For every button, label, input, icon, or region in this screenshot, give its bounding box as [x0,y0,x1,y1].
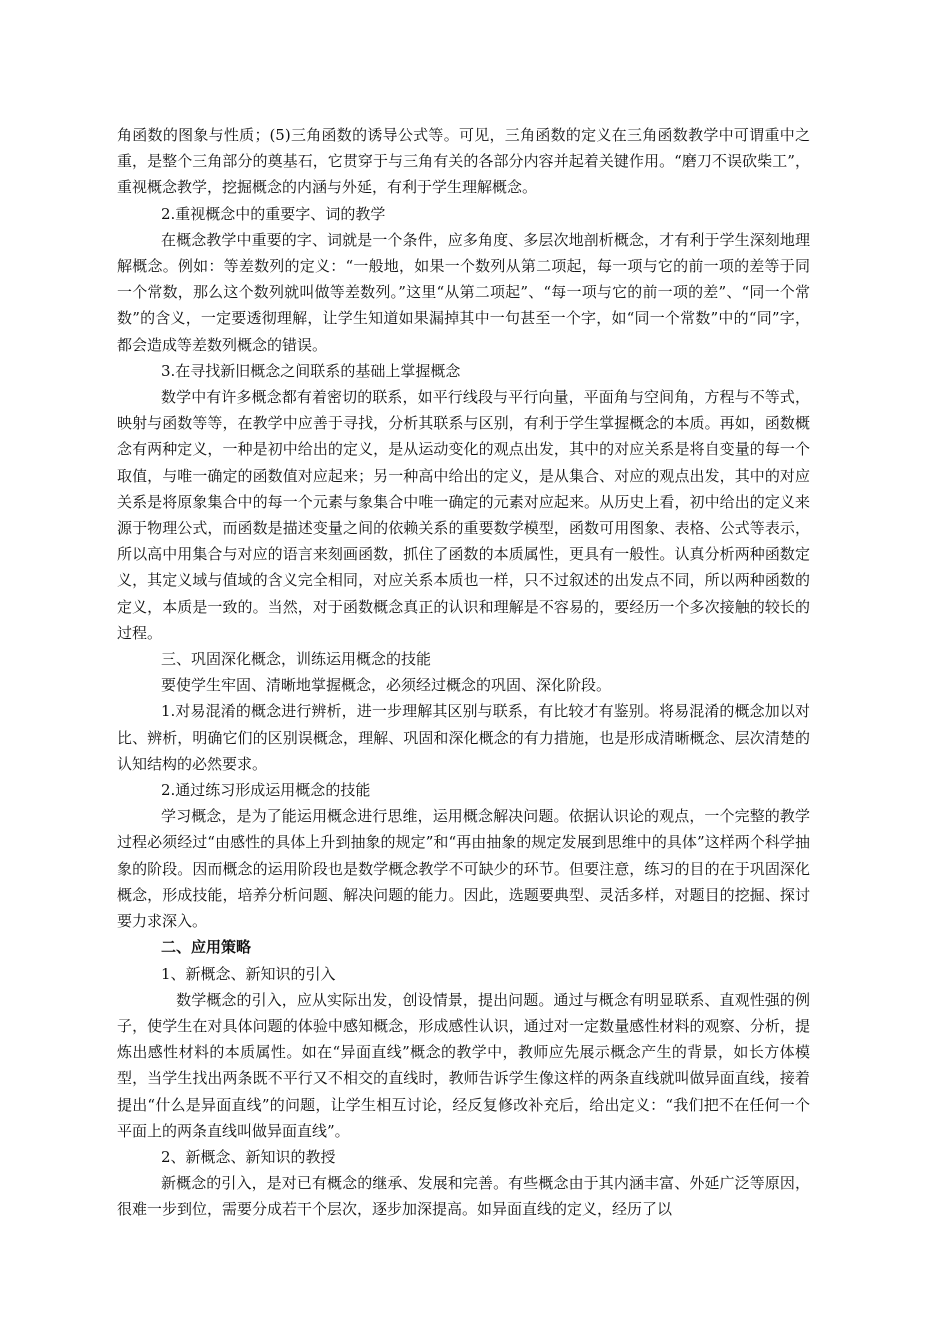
paragraph-key-words: 在概念教学中重要的字、词就是一个条件，应多角度、多层次地剖析概念，才有利于学生深刻地理解概念。例如：等差数列的定义：“一般地，如果一个数列从第二项起，每一项与它的前一项的差等于同一个常数，那么这个数列就叫做等差数列。”这里“从第二项起”、“每一项与它的前一项的差”、“同一个常数”的含义，一定要透彻理解，让学生知道如果漏掉其中一句甚至一个字，如“同一个常数”中的“同”字，都会造成等差数列概念的错误。 [117,230,810,354]
paragraph-confusing-concepts: 1.对易混淆的概念进行辨析，进一步理解其区别与联系，有比较才有鉴别。将易混淆的概念加以对比、辨析，明确它们的区别误概念，理解、巩固和深化概念的有力措施，也是形成清晰概念、层次清楚的认知结构的必然要求。 [117,702,810,773]
heading-teaching: 2、新概念、新知识的教授 [161,1147,336,1166]
paragraph-teaching: 新概念的引入，是对已有概念的继承、发展和完善。有些概念由于其内涵丰富、外延广泛等原因，很难一步到位，需要分成若干个层次，逐步加深提高。如异面直线的定义，经历了以 [117,1174,810,1219]
heading-consolidate: 三、巩固深化概念，训练运用概念的技能 [161,650,432,669]
heading-application-strategy: 二、应用策略 [161,938,252,957]
document-page [117,122,810,1223]
heading-old-new-concepts: 3.在寻找新旧概念之间联系的基础上掌握概念 [161,361,461,380]
paragraph-practice: 学习概念，是为了能运用概念进行思维，运用概念解决问题。依据认识论的观点，一个完整的教学过程必须经过“由感性的具体上升到抽象的规定”和“再由抽象的规定发展到思维中的具体”这样两个科学抽象的阶段。因而概念的运用阶段也是数学概念教学不可缺少的环节。但要注意，练习的目的在于巩固深化概念，形成技能，培养分析问题、解决问题的能力。因此，选题要典型、灵活多样，对题目的挖掘、探讨要力求深入。 [117,807,810,931]
paragraph-introduction: 数学概念的引入，应从实际出发，创设情景，提出问题。通过与概念有明显联系、直观性强的例子，使学生在对具体问题的体验中感知概念，形成感性认识，通过对一定数量感性材料的观察、分析，提炼出感性材料的本质属性。如在“异面直线”概念的教学中，教师应先展示概念产生的背景，如长方体模型，当学生找出两条既不平行又不相交的直线时，教师告诉学生像这样的两条直线就叫做异面直线，接着提出“什么是异面直线”的问题，让学生相互讨论，经反复修改补充后，给出定义：“我们把不在任何一个平面上的两条直线叫做异面直线”。 [117,990,810,1140]
paragraph-old-new-concepts: 数学中有许多概念都有着密切的联系，如平行线段与平行向量，平面角与空间角，方程与不等式，映射与函数等等，在教学中应善于寻找，分析其联系与区别，有利于学生掌握概念的本质。再如，函数概念有两种定义，一种是初中给出的定义，是从运动变化的观点出发，其中的对应关系是将自变量的每一个取值，与唯一确定的函数值对应起来；另一种高中给出的定义，是从集合、对应的观点出发，其中的对应关系是将原象集合中的每一个元素与象集合中唯一确定的元素对应起来。从历史上看，初中给出的定义来源于物理公式，而函数是描述变量之间的依赖关系的重要数学模型，函数可用图象、表格、公式等表示，所以高中用集合与对应的语言来刻画函数，抓住了函数的本质属性，更具有一般性。认真分析两种函数定义，其定义域与值域的含义完全相同，对应关系本质也一样，只不过叙述的出发点不同，所以两种函数的定义，本质是一致的。当然，对于函数概念真正的认识和理解是不容易的，要经历一个多次接触的较长的过程。 [117,388,810,642]
heading-introduction: 1、新概念、新知识的引入 [161,964,336,983]
paragraph-consolidate-intro: 要使学生牢固、清晰地掌握概念，必须经过概念的巩固、深化阶段。 [161,676,612,695]
heading-practice: 2.通过练习形成运用概念的技能 [161,781,371,800]
paragraph-trig-summary: 角函数的图象与性质；(5)三角函数的诱导公式等。可见，三角函数的定义在三角函数教学中可谓重中之重，是整个三角部分的奠基石，它贯穿于与三角有关的各部分内容并起着关键作用。“磨刀不误砍柴工”，重视概念教学，挖掘概念的内涵与外延，有利于学生理解概念。 [117,126,810,197]
heading-key-words: 2.重视概念中的重要字、词的教学 [161,204,386,223]
